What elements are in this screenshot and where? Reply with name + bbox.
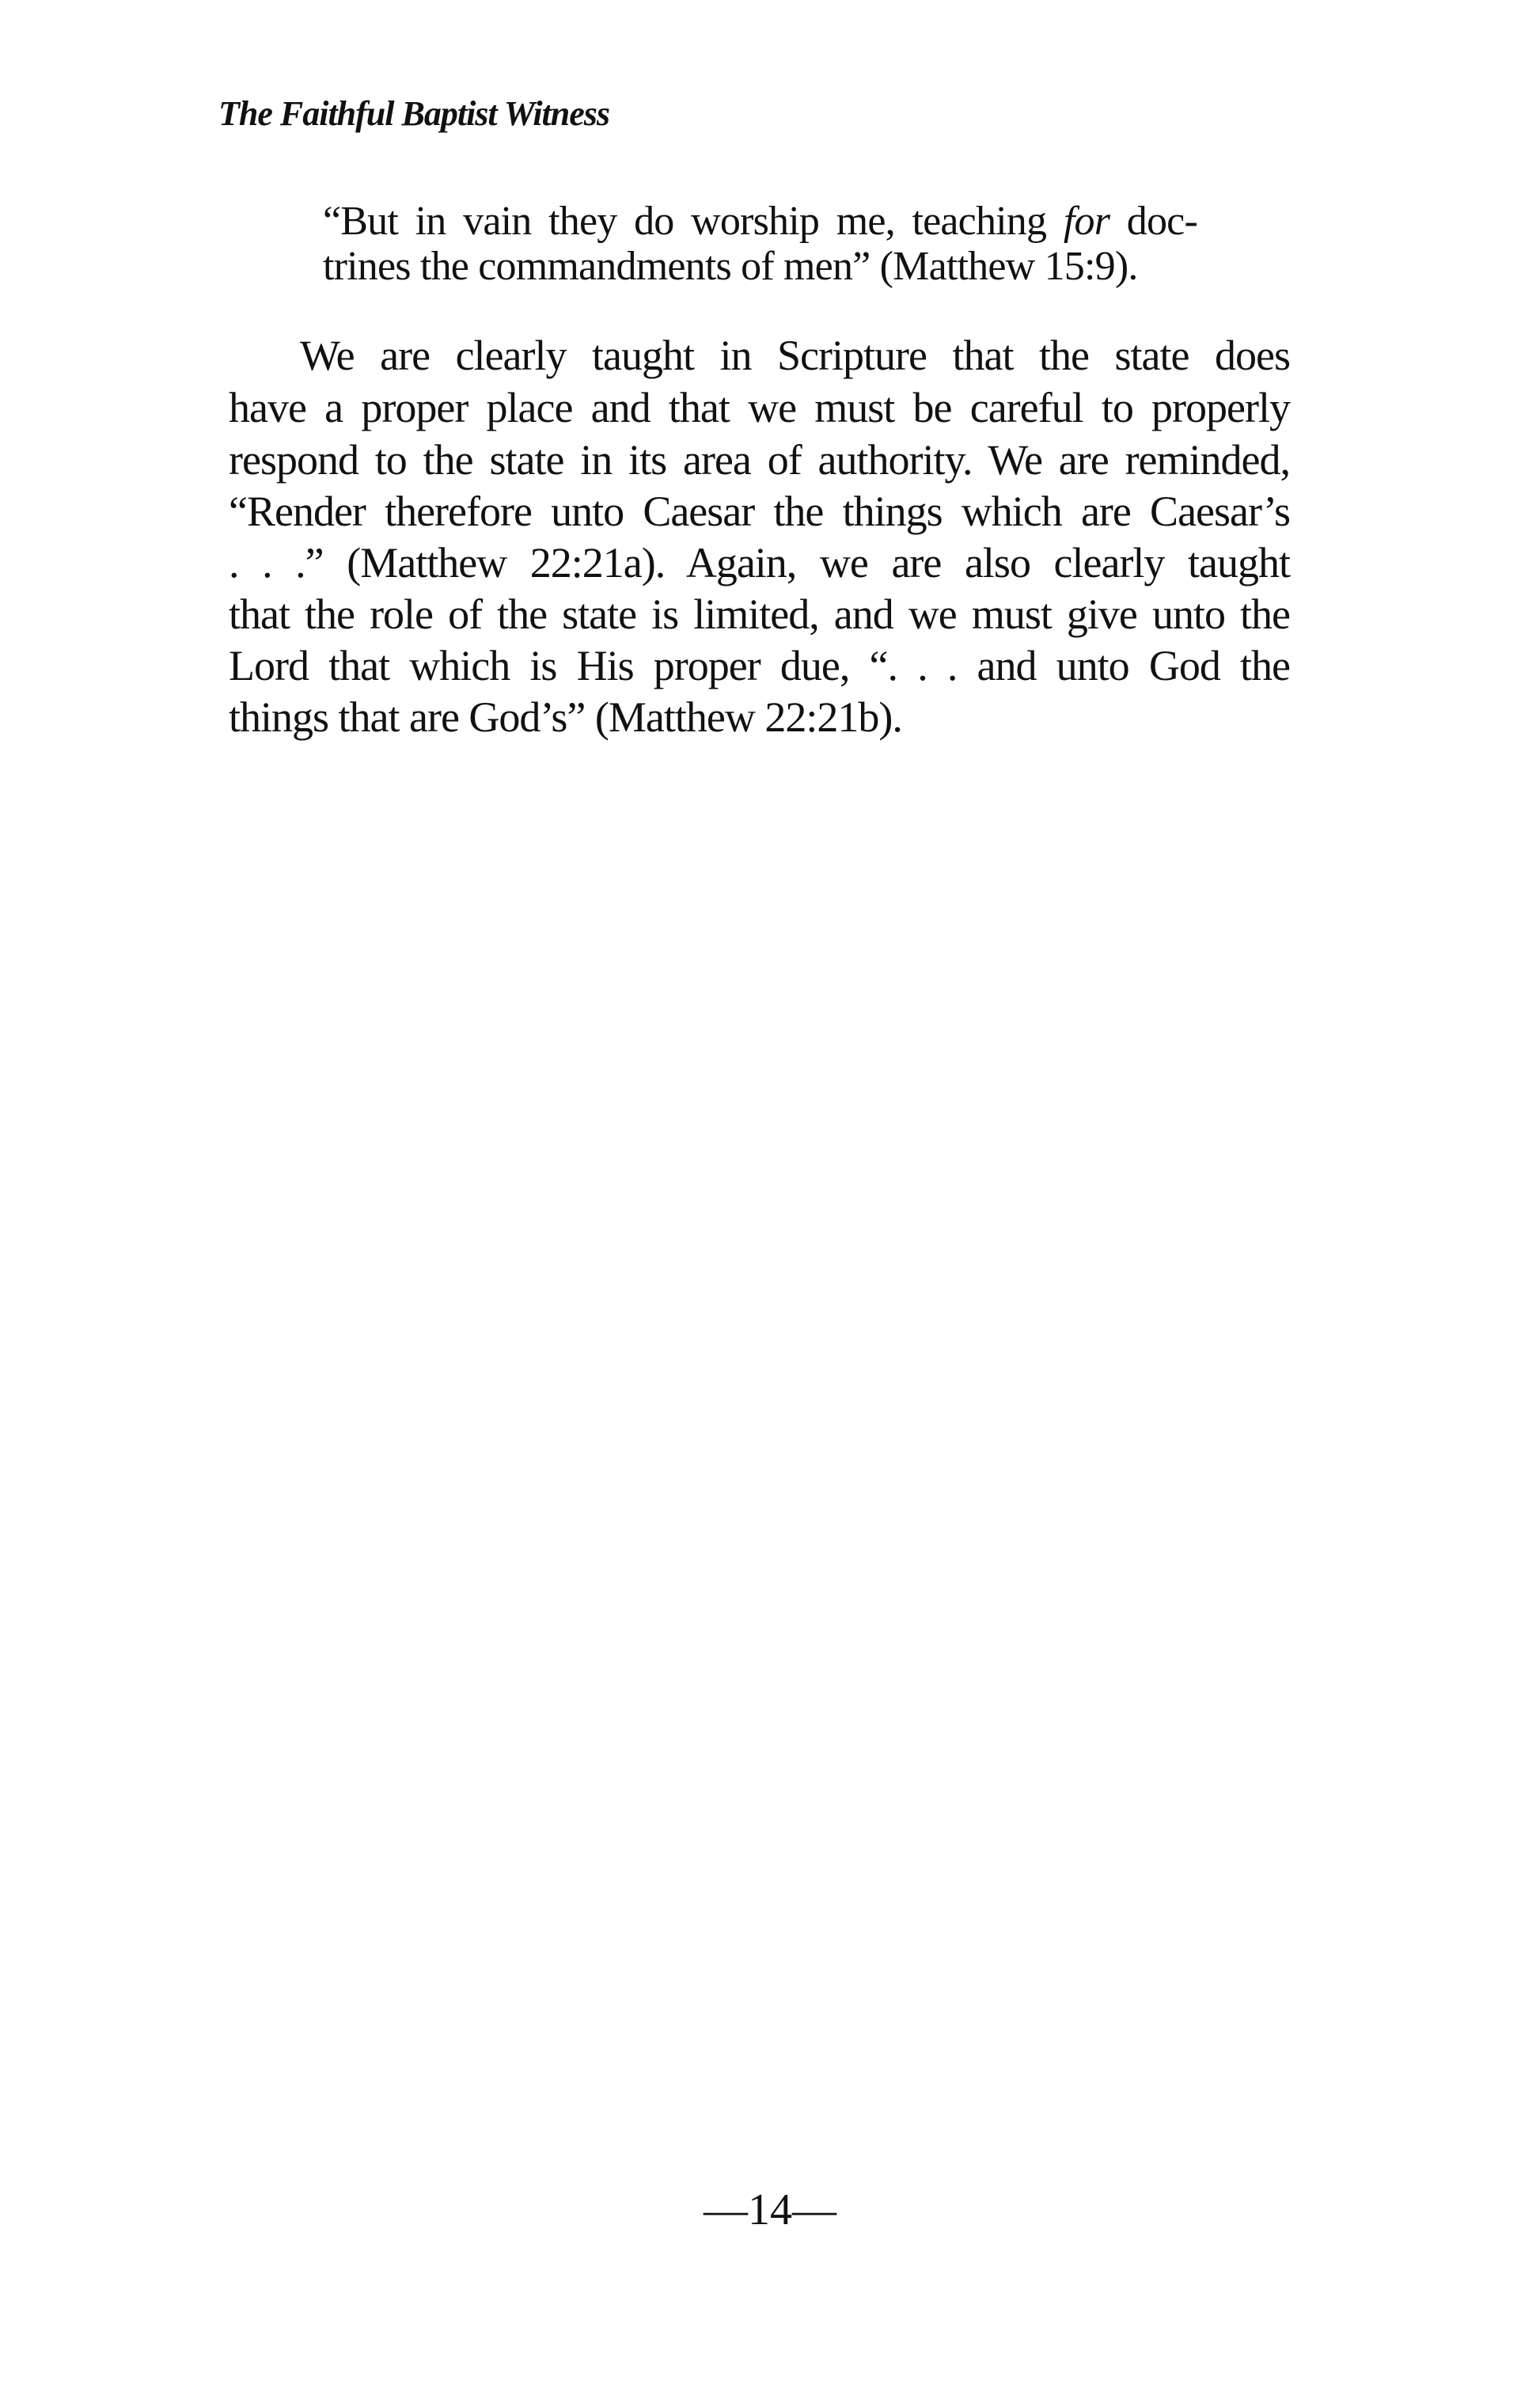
quote-text: doc-	[1109, 199, 1197, 244]
paragraph-line: Lord that which is His proper due, “. . . and unto God the	[229, 642, 1290, 689]
paragraph-line: We are clearly taught in Scripture that the state does	[300, 332, 1290, 379]
quote-text: “But in vain they do worship me, teaching	[323, 199, 1064, 244]
block-quote-line: trines the commandments of men” (Matthew 15:9).	[323, 244, 1138, 289]
paragraph-line: . . .” (Matthew 22:21a). Again, we are also clearly taught	[229, 539, 1290, 587]
page-number: —14—	[704, 2185, 836, 2234]
paragraph-line: “Render therefore unto Caesar the things which are Caesar’s	[229, 488, 1290, 535]
running-header: The Faithful Baptist Witness	[218, 94, 610, 133]
paragraph-line: respond to the state in its area of authority. We are reminded,	[229, 436, 1290, 484]
quote-italic-word: for	[1063, 199, 1110, 244]
paragraph-line: things that are God’s” (Matthew 22:21b).	[229, 693, 902, 741]
paragraph-line: have a proper place and that we must be careful to properly	[229, 384, 1290, 431]
paragraph-line: that the role of the state is limited, and we must give unto the	[229, 590, 1290, 638]
block-quote-line	[323, 198, 1197, 245]
